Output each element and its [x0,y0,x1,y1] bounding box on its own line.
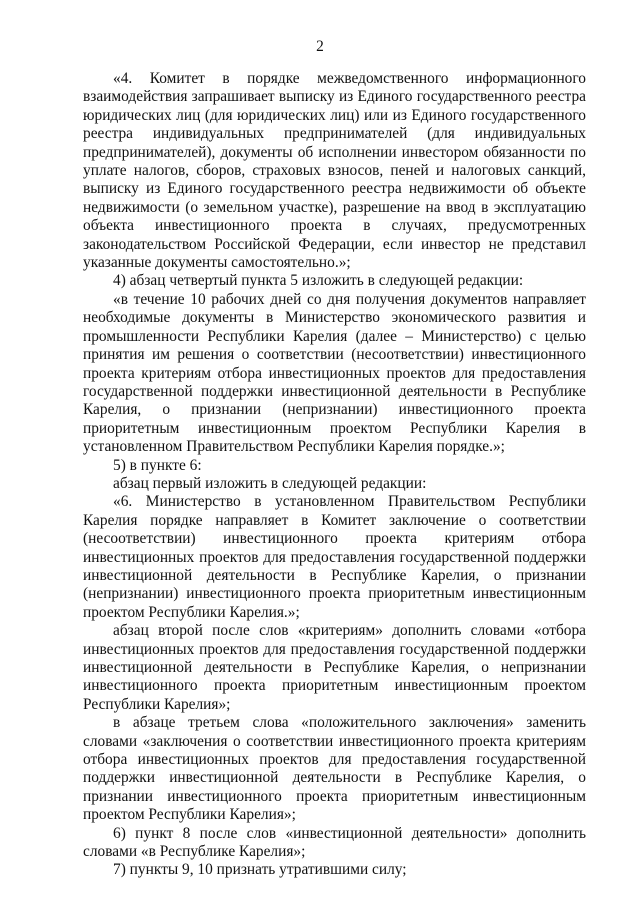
paragraph-subpoint-7: 7) пункты 9, 10 признать утратившими силу; [113,861,407,879]
paragraph-new-wording-point-6: «6. Министерство в установленном Правительством Республики Карелия порядке направляет в Комитет заключение о соответствии (несоответствии) инвестиционного проекта критериям отбора инвестиционных проектов для предоставления государственной поддержки инвестиционной деятельности в Республике Карелия, о признании (непризнании) инвестиционного проекта приоритетным инвестиционным проектом Республики Карелия.»; [83,493,586,621]
paragraph-subpoint-4: 4) абзац четвертый пункта 5 изложить в следующей редакции: [113,272,524,290]
paragraph-item-4-text: «4. Комитет в порядке межведомственного информационного взаимодействия запрашивает выписку из Единого государственного реестра юридических лиц (для юридических лиц) или из Единого государственного реестра индивидуальных предпринимателей (для индивидуальных предпринимателей), документы об исполнении инвестором обязанности по уплате налогов, сборов, страховых взносов, пеней и налоговых санкций, выписку из Единого государственного реестра недвижимости об объекте недвижимости (о земельном участке), разрешение на ввод в эксплуатацию объекта инвестиционного проекта в случаях, предусмотренных законодательством Российской Федерации, если инвестор не представил указанные документы самостоятельно.»; [83,70,586,272]
paragraph-new-wording-point-5: «в течение 10 рабочих дней со дня получения документов направляет необходимые документы в Министерство экономического развития и промышленности Республики Карелия (далее – Министерство) с целью принятия им решения о соответствии (несоответствии) инвестиционного проекта критериям отбора инвестиционных проектов для предоставления государственной поддержки инвестиционной деятельности в Республике Карелия, о признании (непризнании) инвестиционного проекта приоритетным инвестиционным проектом Республики Карелия в установленном Правительством Республики Карелия порядке.»; [83,290,586,456]
document-body [83,70,586,880]
paragraph-third-abzac-amendment: в абзаце третьем слова «положительного заключения» заменить словами «заключения о соответствии инвестиционного проекта критериям отбора инвестиционных проектов для предоставления государственной поддержки инвестиционной деятельности в Республике Карелия, о признании инвестиционного проекта приоритетным инвестиционным проектом Республики Карелия»; [83,714,586,824]
paragraph-first-abzac-instruction: абзац первый изложить в следующей редакции: [113,474,427,492]
paragraph-second-abzac-amendment: абзац второй после слов «критериям» дополнить словами «отбора инвестиционных проектов для предоставления государственной поддержки инвестиционной деятельности в Республике Карелия, о непризнании инвестиционного проекта приоритетным инвестиционным проектом Республики Карелия»; [83,622,586,713]
paragraph-subpoint-6: 6) пункт 8 после слов «инвестиционной деятельности» дополнить словами «в Республике Карелия»; [83,824,586,861]
page-number: 2 [316,38,324,55]
paragraph-subpoint-5: 5) в пункте 6: [113,456,202,474]
